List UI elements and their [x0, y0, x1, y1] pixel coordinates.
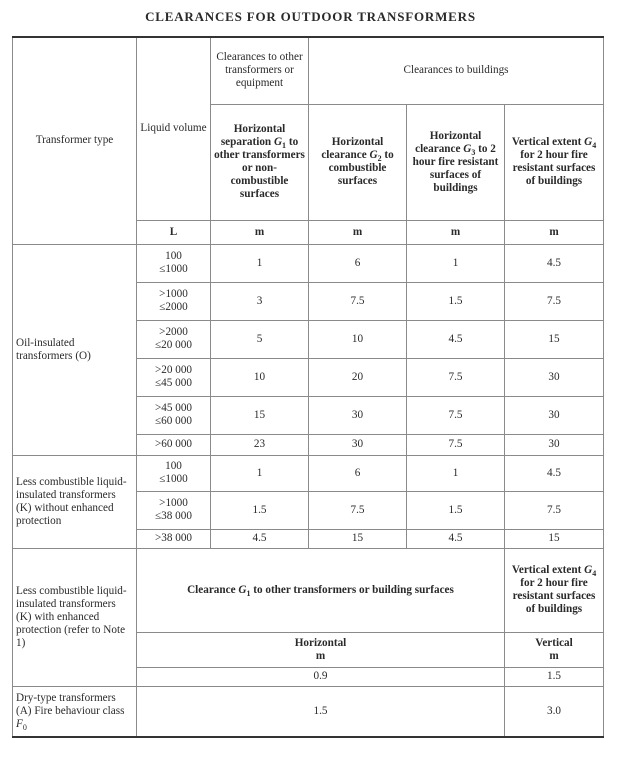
dry-vertical-value: 3.0	[505, 686, 604, 737]
header-liquid-volume: Liquid volume	[137, 37, 211, 220]
value-g1: 10	[211, 358, 309, 396]
value-g3: 7.5	[407, 434, 505, 455]
dry-horizontal-value: 1.5	[137, 686, 505, 737]
value-g2: 6	[309, 455, 407, 491]
vertical-g4-header: Vertical extent $G_4$ for 2 hour fire resistant surfaces of buildings	[505, 548, 604, 632]
k-enh-vertical-value: 1.5	[505, 667, 604, 686]
value-g3: 7.5	[407, 396, 505, 434]
value-g2: 7.5	[309, 491, 407, 529]
unit-g4: m	[505, 220, 604, 244]
volume-cell: >38 000	[137, 529, 211, 548]
volume-cell: >20 000 ≤45 000	[137, 358, 211, 396]
header-transformer-type: Transformer type	[13, 37, 137, 244]
table-row	[13, 686, 604, 737]
value-g2: 15	[309, 529, 407, 548]
table-row	[13, 548, 604, 632]
k-enh-horizontal-value: 0.9	[137, 667, 505, 686]
value-g3: 1.5	[407, 282, 505, 320]
volume-cell: >2000 ≤20 000	[137, 320, 211, 358]
type-dry: Dry-type transformers (A) Fire behaviour class $F_0$	[13, 686, 137, 737]
header-g1-group: Clearances to other transformers or equipment	[211, 37, 309, 104]
unit-liquid: L	[137, 220, 211, 244]
horizontal-header: Horizontal m	[137, 632, 505, 667]
value-g3: 4.5	[407, 320, 505, 358]
volume-cell: 100 ≤1000	[137, 455, 211, 491]
value-g3: 7.5	[407, 358, 505, 396]
value-g2: 20	[309, 358, 407, 396]
value-g1: 15	[211, 396, 309, 434]
volume-cell: >1000 ≤38 000	[137, 491, 211, 529]
value-g3: 1	[407, 244, 505, 282]
header-g2: Horizontal clearance $G_2$ to combustible surfaces	[309, 104, 407, 220]
volume-cell: 100 ≤1000	[137, 244, 211, 282]
value-g1: 1	[211, 455, 309, 491]
header-g1: Horizontal separation $G_1$ to other transformers or non-combustible surfaces	[211, 104, 309, 220]
volume-cell: >60 000	[137, 434, 211, 455]
type-k-with-enhanced: Less combustible liquid-insulated transformers (K) with enhanced protection (refer to Note 1)	[13, 548, 137, 686]
value-g1: 5	[211, 320, 309, 358]
unit-g3: m	[407, 220, 505, 244]
unit-g1: m	[211, 220, 309, 244]
table-row	[13, 455, 604, 491]
clearance-g1-header: Clearance $G_1$ to other transformers or building surfaces	[137, 548, 505, 632]
type-oil: Oil-insulated transformers (O)	[13, 244, 137, 455]
volume-cell: >1000 ≤2000	[137, 282, 211, 320]
value-g1: 1.5	[211, 491, 309, 529]
value-g2: 6	[309, 244, 407, 282]
header-g4: Vertical extent $G_4$ for 2 hour fire resistant surfaces of buildings	[505, 104, 604, 220]
value-g4: 15	[505, 529, 604, 548]
clearances-table	[12, 36, 604, 738]
page-title: CLEARANCES FOR OUTDOOR TRANSFORMERS	[145, 9, 476, 24]
table-row	[13, 244, 604, 282]
value-g3: 1	[407, 455, 505, 491]
value-g3: 4.5	[407, 529, 505, 548]
value-g4: 30	[505, 358, 604, 396]
value-g4: 4.5	[505, 455, 604, 491]
volume-cell: >45 000 ≤60 000	[137, 396, 211, 434]
value-g4: 4.5	[505, 244, 604, 282]
value-g4: 30	[505, 396, 604, 434]
value-g3: 1.5	[407, 491, 505, 529]
value-g1: 4.5	[211, 529, 309, 548]
header-buildings-group: Clearances to buildings	[309, 37, 604, 104]
value-g1: 23	[211, 434, 309, 455]
value-g1: 3	[211, 282, 309, 320]
header-g3: Horizontal clearance $G_3$ to 2 hour fire resistant surfaces of buildings	[407, 104, 505, 220]
value-g4: 7.5	[505, 282, 604, 320]
value-g4: 30	[505, 434, 604, 455]
value-g4: 15	[505, 320, 604, 358]
type-k-without-enhanced: Less combustible liquid-insulated transformers (K) without enhanced protection	[13, 455, 137, 548]
value-g2: 30	[309, 396, 407, 434]
value-g4: 7.5	[505, 491, 604, 529]
vertical-header: Vertical m	[505, 632, 604, 667]
value-g2: 7.5	[309, 282, 407, 320]
unit-g2: m	[309, 220, 407, 244]
value-g1: 1	[211, 244, 309, 282]
value-g2: 30	[309, 434, 407, 455]
value-g2: 10	[309, 320, 407, 358]
